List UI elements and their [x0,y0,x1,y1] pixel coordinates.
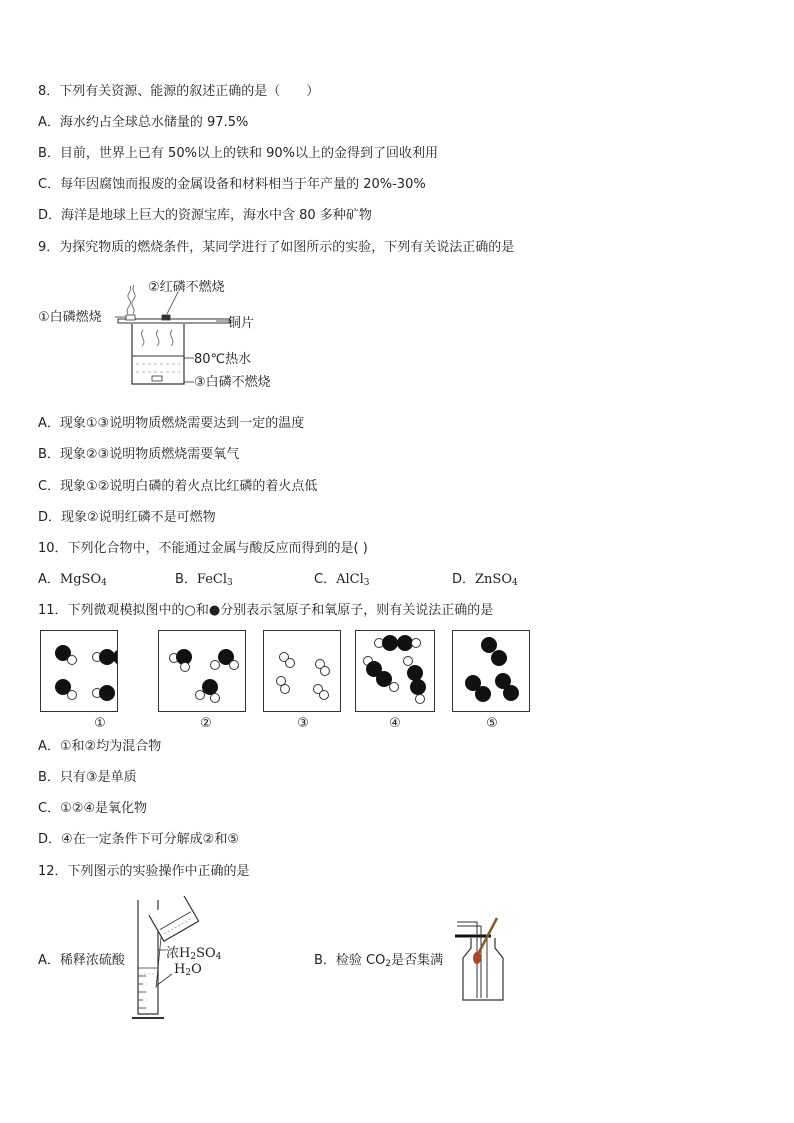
q8-option-b: B．目前，世界上已有 50%以上的铁和 90%以上的金得到了回收利用 [38,146,438,161]
q10-option-c: C．AlCl$_3$ [314,572,370,588]
box-label-3: ③ [297,716,309,731]
gas-bottle-diagram [455,914,513,1004]
q9-option-c: C．现象①②说明白磷的着火点比红磷的着火点低 [38,479,318,494]
q9-option-d: D．现象②说明红磷不是可燃物 [38,510,216,525]
box-label-4: ④ [389,716,401,731]
hot-water-label: 80℃热水 [194,352,252,367]
q12-stem: 12．下列图示的实验操作中正确的是 [38,864,250,879]
box-label-2: ② [200,716,212,731]
molecule-diagram-1 [41,631,117,711]
molecule-diagram-4 [356,631,434,711]
molecule-diagram-2 [159,631,245,711]
q9-option-b: B．现象②③说明物质燃烧需要氧气 [38,447,240,462]
water-label: $H_2O$ [174,962,202,978]
q10-stem: 10．下列化合物中，不能通过金属与酸反应而得到的是( ) [38,541,368,556]
molecule-box-2 [158,630,246,712]
q10-option-a: A．MgSO$_4$ [38,572,107,588]
q11-option-d: D．④在一定条件下可分解成②和⑤ [38,832,239,847]
q11-stem: 11．下列微观模拟图中的○和●分别表示氢原子和氧原子，则有关说法正确的是 [38,603,494,618]
gas-bottle-figure [455,914,513,1004]
molecule-box-1 [40,630,118,712]
combustion-experiment-figure [38,272,298,397]
molecule-box-3 [263,630,341,712]
box-label-5: ⑤ [486,716,498,731]
q11-option-b: B．只有③是单质 [38,770,137,785]
q12-option-b: B．检验 $CO_2$是否集满 [314,953,444,969]
white-phosphorus-burning-label: ①白磷燃烧 [38,310,102,325]
copper-plate-label: 铜片 [228,316,255,331]
q8-stem: 8．下列有关资源、能源的叙述正确的是（ ） [38,84,320,99]
q10-option-b: B．FeCl$_3$ [175,572,233,588]
box-label-1: ① [94,716,106,731]
molecule-box-5 [452,630,530,712]
q11-option-c: C．①②④是氧化物 [38,801,148,816]
q9-stem: 9．为探究物质的燃烧条件，某同学进行了如图所示的实验，下列有关说法正确的是 [38,240,515,255]
q12-option-a: A．稀释浓硫酸 [38,953,125,968]
molecule-diagram-5 [453,631,529,711]
molecule-box-4 [355,630,435,712]
conc-sulfuric-label: 浓$H_2SO_4$ [166,946,222,962]
red-phosphorus-label: ②红磷不燃烧 [148,280,225,295]
q8-option-d: D．海洋是地球上巨大的资源宝库，海水中含 80 多种矿物 [38,208,372,223]
q8-option-c: C．每年因腐蚀而报废的金属设备和材料相当于年产量的 20%-30% [38,177,426,192]
molecule-diagram-3 [264,631,340,711]
q10-option-d: D．ZnSO$_4$ [452,572,518,588]
q9-option-a: A．现象①③说明物质燃烧需要达到一定的温度 [38,416,305,431]
q8-option-a: A．海水约占全球总水储量的 97.5% [38,115,249,130]
q11-option-a: A．①和②均为混合物 [38,739,162,754]
white-phosphorus-water-label: ③白磷不燃烧 [194,375,271,390]
